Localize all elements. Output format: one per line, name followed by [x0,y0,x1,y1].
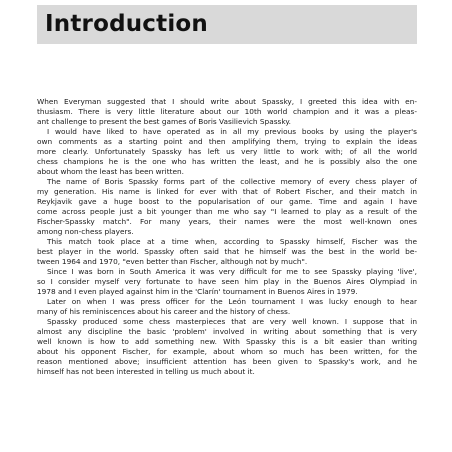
text-line: Reykjavik gave a huge boost to the popularisation of our game. Time and again I have [37,197,417,206]
chapter-header-bar [37,5,417,44]
text-line: When Everyman suggested that I should write about Spassky, I greeted this idea with en- [37,97,417,106]
chapter-title: Introduction [45,11,208,37]
text-line: The name of Boris Spassky forms part of the collective memory of every chess player of [47,177,417,186]
text-line: chess champions he is the one who has written the least, and he is possibly also the one [37,157,417,166]
body-text [37,97,417,377]
text-line: own comments as a starting point and then amplifying them, trying to explain the ideas [37,137,417,146]
text-line: many of his reminiscences about his career and the history of chess. [37,307,291,316]
paragraph [37,177,417,237]
text-line: among non-chess players. [37,227,134,236]
paragraph [37,317,417,377]
text-line: come across people just a bit younger than me who say "I learned to play as a result of the [37,207,417,216]
text-line: well known is how to add something new. With Spassky this is a bit easier than writing [37,337,417,346]
text-line: thusiasm. There is very little literature about our 10th world champion and it was a pleas- [37,107,417,116]
text-line: This match took place at a time when, according to Spassky himself, Fischer was the [47,237,417,246]
text-line: best player in the world. Spassky often said that he himself was the best in the world be- [37,247,417,256]
text-line: so I consider myself very fortunate to have seen him play in the Buenos Aires Olympiad in [37,277,417,286]
paragraph [37,97,417,127]
text-line: Spassky produced some chess masterpieces that are very well known. I suppose that in [47,317,417,326]
text-line: ant challenge to present the best games of Boris Vasilievich Spassky. [37,117,291,126]
text-line: Fischer-Spassky match". For many years, their names were the most well-known ones [37,217,417,226]
text-line: Since I was born in South America it was very difficult for me to see Spassky playing 'live', [47,267,417,276]
text-line: I would have liked to have operated as in all my previous books by using the player's [47,127,417,136]
text-line: reason mentioned above; insufficient attention has been given to Spassky's work, and he [37,357,417,366]
paragraph [37,237,417,267]
text-line: himself has not been interested in telling us much about it. [37,367,255,376]
text-line: Later on when I was press officer for the León tournament I was lucky enough to hear [47,297,417,306]
text-line: about whom the least has been written. [37,167,184,176]
paragraph [37,267,417,297]
paragraph [37,127,417,177]
text-line: more clearly. Unfortunately Spassky has left us very little to work with; of all the world [37,147,417,156]
text-line: almost any discipline the basic 'problem' involved in writing about something that is very [37,327,417,336]
text-line: about his opponent Fischer, for example, about whom so much has been written, for the [37,347,417,356]
paragraph [37,297,417,317]
text-line: 1978 and I even played against him in the 'Clarín' tournament in Buenos Aires in 1979. [37,287,358,296]
text-line: my generation. His name is linked for ever with that of Robert Fischer, and their match in [37,187,417,196]
text-line: tween 1964 and 1970, "even better than Fischer, although not by much". [37,257,308,266]
